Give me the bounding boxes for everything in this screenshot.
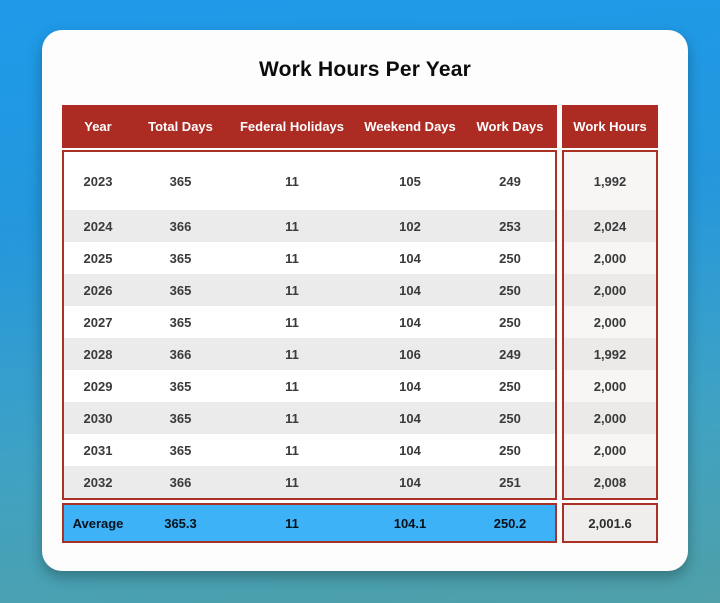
value-cell: 250 xyxy=(499,250,521,266)
table-row xyxy=(64,242,555,274)
year-cell: 2023 xyxy=(83,173,113,189)
table-row xyxy=(64,274,555,306)
value-cell: 104 xyxy=(399,442,421,458)
work-hours-cell: 2,024 xyxy=(564,210,656,242)
table-row xyxy=(64,210,555,242)
work-hours-cell: 2,000 xyxy=(564,242,656,274)
table-header-row xyxy=(62,105,658,148)
work-hours-cell: 2,000 xyxy=(564,402,656,434)
value-cell: 106 xyxy=(399,346,421,362)
work-hours-cell: 2,000 xyxy=(564,274,656,306)
work-hours-cell: 2,000 xyxy=(564,434,656,466)
year-cell: 2030 xyxy=(83,410,113,426)
value-cell: 104 xyxy=(399,378,421,394)
value-cell: 104 xyxy=(399,282,421,298)
work-hours-cell: 1,992 xyxy=(564,338,656,370)
year-cell: 2026 xyxy=(83,282,113,298)
value-cell: 250 xyxy=(499,282,521,298)
value-cell: 250 xyxy=(499,314,521,330)
value-cell: 11 xyxy=(285,410,299,426)
value-cell: 104 xyxy=(399,410,421,426)
header-cell-work-hours: Work Hours xyxy=(573,119,647,134)
table-row xyxy=(64,370,555,402)
value-cell: 366 xyxy=(169,346,192,362)
content-card xyxy=(42,30,688,571)
year-cell: 2032 xyxy=(83,474,113,490)
table-row xyxy=(64,338,555,370)
work-hours-header xyxy=(562,105,658,148)
average-work-hours-cell: 2,001.6 xyxy=(562,503,658,543)
value-cell: 365 xyxy=(169,173,192,189)
year-cell: 2027 xyxy=(83,314,113,330)
value-cell: 11 xyxy=(285,250,299,266)
value-cell: 250 xyxy=(499,410,521,426)
average-total-days: 365.3 xyxy=(164,515,197,531)
value-cell: 250 xyxy=(499,442,521,458)
average-row xyxy=(62,500,658,543)
average-work-days: 250.2 xyxy=(493,515,527,531)
hours-body xyxy=(562,150,658,500)
table-body xyxy=(62,148,658,500)
work-hours-cell: 2,000 xyxy=(564,370,656,402)
value-cell: 365 xyxy=(169,314,192,330)
header-cell-total-days: Total Days xyxy=(148,119,213,134)
main-body xyxy=(62,150,557,500)
value-cell: 11 xyxy=(285,378,299,394)
value-cell: 365 xyxy=(169,250,192,266)
value-cell: 11 xyxy=(285,474,299,490)
work-hours-cell: 2,008 xyxy=(564,466,656,498)
value-cell: 104 xyxy=(399,474,421,490)
value-cell: 249 xyxy=(499,346,521,362)
value-cell: 365 xyxy=(169,410,192,426)
header-cell-year: Year xyxy=(84,119,112,134)
work-hours-cell: 2,000 xyxy=(564,306,656,338)
year-cell: 2025 xyxy=(83,250,113,266)
value-cell: 365 xyxy=(169,442,192,458)
work-hours-table xyxy=(62,105,658,543)
main-header xyxy=(62,105,557,148)
average-weekend-days: 104.1 xyxy=(393,515,427,531)
table-row xyxy=(64,402,555,434)
work-hours-cell: 1,992 xyxy=(564,152,656,210)
table-row xyxy=(64,466,555,498)
table-row xyxy=(64,434,555,466)
table-row xyxy=(64,152,555,210)
value-cell: 11 xyxy=(285,218,299,234)
average-federal-holidays: 11 xyxy=(285,515,299,531)
value-cell: 11 xyxy=(285,346,299,362)
year-cell: 2024 xyxy=(83,218,113,234)
header-cell-federal-holidays: Federal Holidays xyxy=(239,119,345,134)
year-cell: 2031 xyxy=(83,442,113,458)
value-cell: 102 xyxy=(399,218,421,234)
table-row xyxy=(64,306,555,338)
value-cell: 366 xyxy=(169,474,192,490)
year-cell: 2028 xyxy=(83,346,113,362)
value-cell: 104 xyxy=(399,250,421,266)
value-cell: 249 xyxy=(499,173,521,189)
value-cell: 365 xyxy=(169,378,192,394)
average-label: Average xyxy=(72,515,124,531)
value-cell: 104 xyxy=(399,314,421,330)
header-cell-weekend-days: Weekend Days xyxy=(364,119,456,134)
value-cell: 366 xyxy=(169,218,192,234)
value-cell: 253 xyxy=(499,218,521,234)
value-cell: 11 xyxy=(285,282,299,298)
value-cell: 11 xyxy=(285,314,299,330)
value-cell: 365 xyxy=(169,282,192,298)
header-cell-work-days: Work Days xyxy=(476,119,544,134)
value-cell: 11 xyxy=(285,173,299,189)
value-cell: 250 xyxy=(499,378,521,394)
page-title: Work Hours Per Year xyxy=(259,58,471,81)
value-cell: 251 xyxy=(499,474,521,490)
value-cell: 105 xyxy=(399,173,421,189)
year-cell: 2029 xyxy=(83,378,113,394)
value-cell: 11 xyxy=(285,442,299,458)
average-main xyxy=(62,503,557,543)
